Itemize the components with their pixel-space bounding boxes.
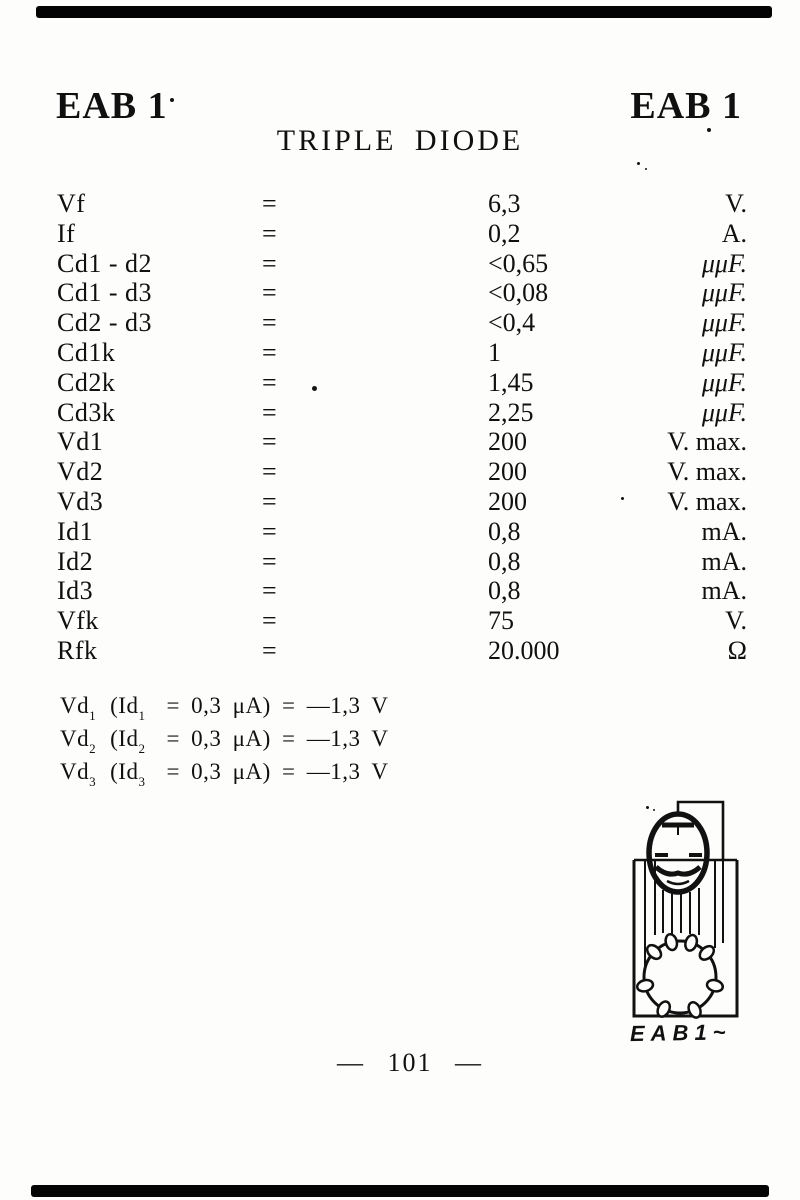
condition-line: $Vd_1$ ($Id_1 = 0,3$ μA) = —1,3 V (60, 693, 389, 723)
spec-param: Cd1 - d2 (57, 248, 152, 278)
equals-sign: = (262, 427, 277, 457)
equals-sign: = (262, 218, 277, 248)
condition-line: $Vd_2$ ($Id_2 = 0,3$ μA) = —1,3 V (60, 726, 389, 756)
spec-row (57, 278, 747, 308)
tube-schematic-drawing (610, 793, 760, 1028)
spec-param: Id3 (57, 576, 94, 606)
page-title: TRIPLE DIODE (276, 124, 524, 157)
equals-sign: = (262, 635, 277, 665)
spec-unit: V. (725, 606, 747, 636)
scan-speck (645, 168, 647, 170)
scan-speck (707, 128, 711, 132)
equals-sign: = (262, 606, 277, 636)
scan-speck (646, 806, 649, 809)
spec-row (57, 308, 747, 338)
spec-unit: μμF. (701, 308, 747, 338)
spec-unit: μμF. (701, 367, 747, 397)
spec-value: 200 (488, 457, 527, 487)
spec-row (57, 338, 747, 368)
spec-unit: μμF. (701, 337, 747, 367)
spec-value: <0,4 (488, 308, 536, 338)
spec-unit: V. max. (667, 427, 747, 457)
scan-artifact-bottom-bar (31, 1185, 769, 1197)
spec-param: Cd3k (57, 397, 116, 427)
spec-value: 0,8 (488, 576, 521, 606)
scan-speck (637, 162, 640, 165)
spec-value: <0,08 (488, 278, 549, 308)
spec-row (57, 249, 747, 279)
equals-sign: = (262, 367, 277, 397)
spec-value: 1 (488, 337, 501, 367)
equals-sign: = (262, 248, 277, 278)
spec-value: 200 (488, 486, 527, 516)
spec-row (57, 636, 747, 666)
spec-param: Id1 (57, 516, 94, 546)
spec-unit: mA. (701, 546, 747, 576)
spec-unit: μμF. (701, 248, 747, 278)
spec-table (57, 189, 747, 666)
spec-unit: mA. (701, 576, 747, 606)
spec-param: Vd2 (57, 457, 104, 487)
diagram-caption: EAB1~ (629, 1019, 732, 1047)
scan-artifact-top-bar (36, 6, 772, 18)
scan-speck (312, 386, 317, 391)
equals-sign: = (262, 278, 277, 308)
spec-unit: Ω (727, 635, 747, 665)
spec-param: Cd2k (57, 367, 116, 397)
spec-value: 2,25 (488, 397, 534, 427)
spec-param: Vf (57, 189, 86, 218)
spec-row (57, 219, 747, 249)
spec-param: Vd3 (57, 486, 104, 516)
spec-value: 200 (488, 427, 527, 457)
tube-diagram (610, 793, 760, 1028)
tube-name-right: EAB 1 (630, 85, 742, 127)
spec-row (57, 547, 747, 577)
equals-sign: = (262, 516, 277, 546)
spec-unit: V. max. (667, 486, 747, 516)
spec-param: If (57, 218, 76, 248)
equals-sign: = (262, 337, 277, 367)
spec-unit: μμF. (701, 397, 747, 427)
spec-value: <0,65 (488, 248, 549, 278)
spec-unit: μμF. (701, 278, 747, 308)
spec-row (57, 427, 747, 457)
spec-row (57, 457, 747, 487)
spec-param: Rfk (57, 635, 98, 665)
spec-param: Vfk (57, 606, 99, 636)
spec-value: 20.000 (488, 635, 560, 665)
spec-param: Cd2 - d3 (57, 308, 152, 338)
tube-name-left: EAB 1 (56, 85, 168, 127)
spec-unit: mA. (701, 516, 747, 546)
equals-sign: = (262, 576, 277, 606)
spec-value: 1,45 (488, 367, 534, 397)
scan-speck (653, 809, 655, 811)
scan-speck (621, 497, 624, 500)
equals-sign: = (262, 189, 277, 218)
equals-sign: = (262, 397, 277, 427)
scan-speck (170, 98, 174, 102)
spec-row (57, 517, 747, 547)
spec-value: 0,8 (488, 516, 521, 546)
spec-value: 6,3 (488, 189, 521, 218)
equals-sign: = (262, 457, 277, 487)
spec-row (57, 189, 747, 219)
equals-sign: = (262, 486, 277, 516)
spec-unit: V. max. (667, 457, 747, 487)
spec-param: Cd1k (57, 337, 116, 367)
spec-row (57, 576, 747, 606)
spec-value: 0,8 (488, 546, 521, 576)
spec-value: 0,2 (488, 218, 521, 248)
page-number: — 101 — (337, 1048, 483, 1077)
spec-param: Cd1 - d3 (57, 278, 152, 308)
spec-value: 75 (488, 606, 514, 636)
spec-param: Vd1 (57, 427, 104, 457)
spec-row (57, 606, 747, 636)
spec-row (57, 398, 747, 428)
condition-lines (60, 691, 388, 790)
spec-unit: V. (725, 189, 747, 218)
equals-sign: = (262, 546, 277, 576)
spec-unit: A. (721, 218, 747, 248)
spec-param: Id2 (57, 546, 94, 576)
condition-line: $Vd_3$ ($Id_3 = 0,3$ μA) = —1,3 V (60, 759, 389, 789)
equals-sign: = (262, 308, 277, 338)
spec-row (57, 368, 747, 398)
spec-row (57, 487, 747, 517)
